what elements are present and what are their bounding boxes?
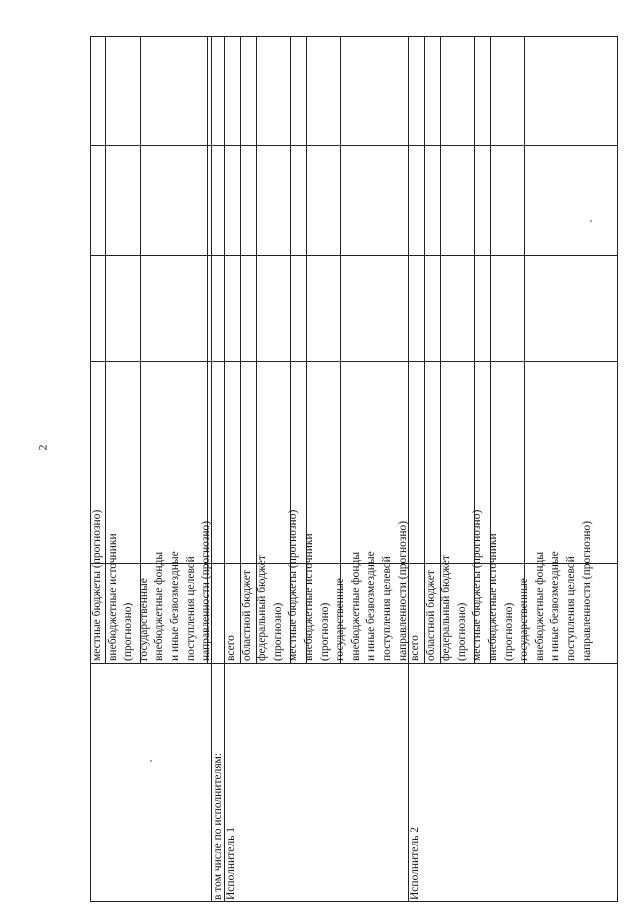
- column-divider: [90, 361, 618, 362]
- funding-source-line: внебюджетные источники: [487, 533, 499, 661]
- scan-mark: [150, 760, 152, 762]
- funding-source-line: поступления целевой: [184, 556, 197, 661]
- funding-source-line: внебюджетные фонды: [153, 551, 166, 661]
- funding-source-line: федеральный бюджет: [256, 555, 269, 661]
- funding-source-line: местные бюджеты (прогнозно): [287, 509, 300, 661]
- executor-name: Исполнитель 2: [409, 827, 421, 900]
- funding-source-line: внебюджетные источники: [303, 533, 315, 661]
- budget-table: [90, 36, 618, 902]
- funding-source-line: государственные: [518, 578, 531, 661]
- scan-mark: [590, 220, 592, 222]
- page-number: 2: [35, 444, 50, 451]
- section-row: [340, 36, 341, 664]
- funding-source-line: поступления целевой: [565, 556, 577, 661]
- executor-name: Исполнитель 1: [225, 827, 237, 900]
- funding-source-line: внебюджетные фонды: [533, 551, 546, 661]
- funding-source-line: поступления целевой: [381, 556, 393, 661]
- section-row: [524, 36, 525, 664]
- funding-source-line: областной бюджет: [424, 570, 437, 661]
- funding-source-line: всего: [409, 635, 421, 661]
- section-row: [140, 36, 141, 664]
- funding-source-line: государственные: [334, 578, 347, 661]
- funding-source-line: направленности (прогнозно): [200, 520, 213, 661]
- funding-source-line: внебюджетные фонды: [349, 551, 362, 661]
- funding-source-line: всего: [225, 635, 237, 661]
- funding-source-line: (прогнозно): [271, 602, 284, 661]
- funding-source-line: государственные: [137, 578, 150, 661]
- funding-source-line: (прогнозно): [455, 602, 468, 661]
- funding-source-line: (прогнозно): [318, 602, 331, 661]
- column-divider: [90, 663, 618, 664]
- funding-source-line: и иные безвозмездные: [169, 551, 181, 661]
- table-frame: [90, 36, 618, 902]
- column-divider: [90, 255, 618, 256]
- funding-source-line: и иные безвозмездные: [365, 551, 378, 661]
- funding-source-line: федеральный бюджет: [440, 555, 453, 661]
- funding-source-line: внебюджетные источники: [106, 533, 119, 661]
- funding-source-line: (прогнозно): [122, 602, 135, 661]
- funding-source-line: местные бюджеты (прогнозно): [91, 509, 103, 661]
- funding-source-line: местные бюджеты (прогнозно): [471, 509, 484, 661]
- funding-source-line: направленности (прогнозно): [580, 520, 593, 661]
- section-row: [408, 36, 409, 902]
- funding-source-line: областной бюджет: [240, 570, 253, 661]
- section-label: в том числе по исполнителям:: [212, 752, 224, 900]
- funding-source-line: и иные безвозмездные: [549, 551, 562, 661]
- funding-source-line: направленности (прогнозно): [396, 520, 409, 661]
- column-divider: [90, 145, 618, 146]
- funding-source-line: (прогнозно): [502, 602, 515, 661]
